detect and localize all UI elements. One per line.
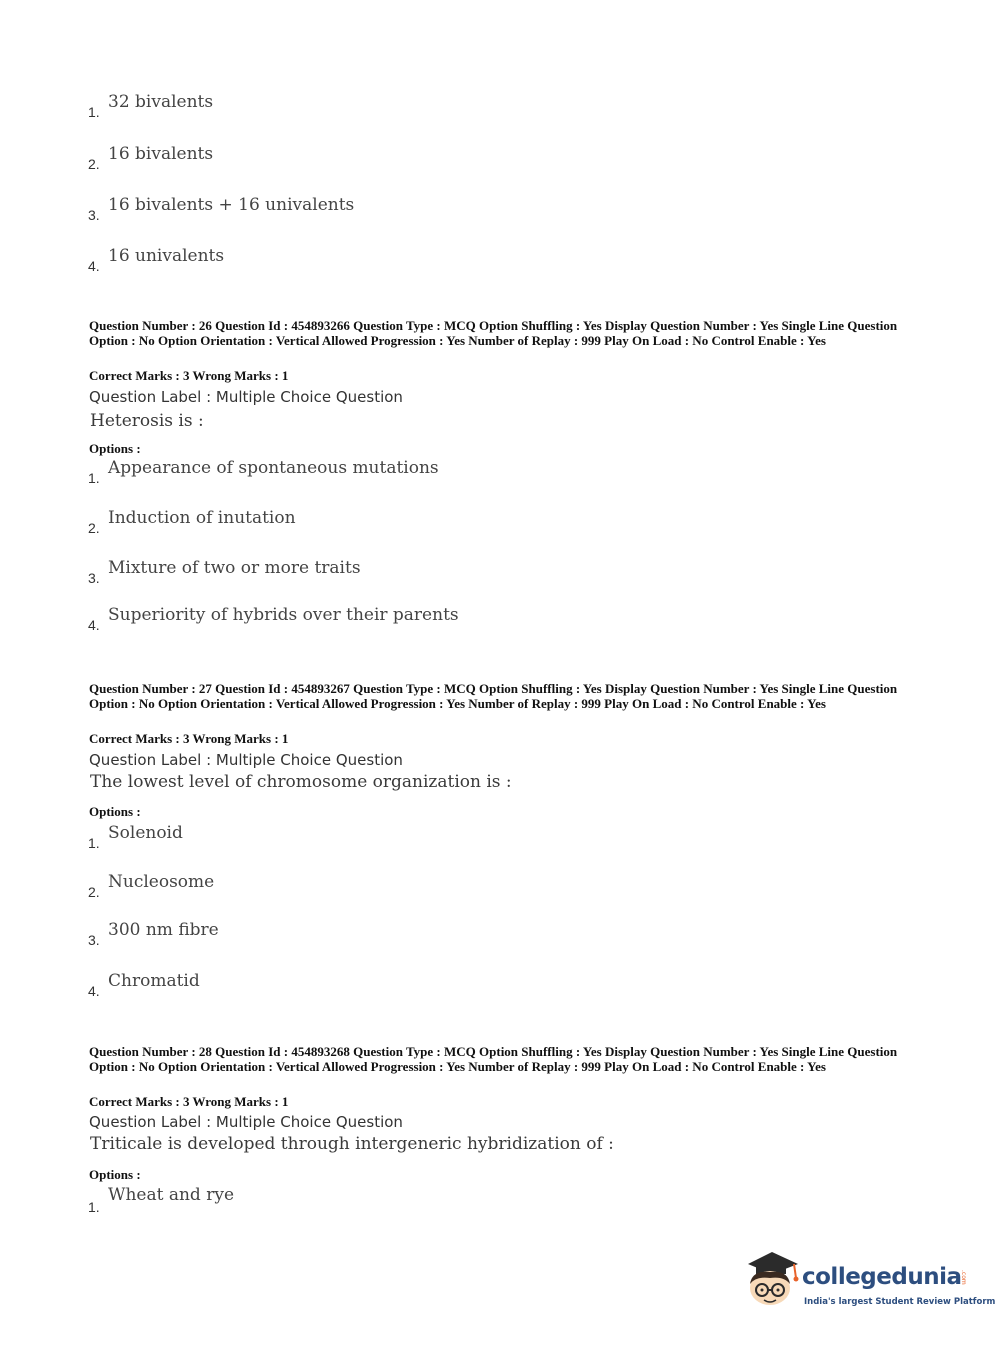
option-number: 3. bbox=[88, 207, 100, 223]
option-text: Mixture of two or more traits bbox=[108, 558, 361, 578]
option-text: Appearance of spontaneous mutations bbox=[108, 458, 439, 478]
option-text: Chromatid bbox=[108, 971, 200, 991]
question-meta: Question Number : 27 Question Id : 454893267 Question Type : MCQ Option Shuffling : Yes Display Question Number : Yes Single Line Question Option : No Option Orientation : Vertical Allowed Progression : Yes Number of Replay : 999 Play On Load : No Control Enable : Yes bbox=[89, 681, 898, 711]
options-heading: Options : bbox=[89, 1167, 141, 1182]
option-number: 4. bbox=[88, 983, 100, 999]
option-text: Solenoid bbox=[108, 823, 183, 843]
option-text: 300 nm fibre bbox=[108, 920, 219, 940]
option-number: 1. bbox=[88, 1199, 100, 1215]
question-meta: Question Number : 28 Question Id : 454893268 Question Type : MCQ Option Shuffling : Yes Display Question Number : Yes Single Line Question Option : No Option Orientation : Vertical Allowed Progression : Yes Number of Replay : 999 Play On Load : No Control Enable : Yes bbox=[89, 1044, 898, 1074]
option-text: 16 univalents bbox=[108, 246, 225, 266]
question-label: Question Label : Multiple Choice Question bbox=[89, 388, 403, 406]
option-number: 1. bbox=[88, 835, 100, 851]
logo-tagline: India's largest Student Review Platform bbox=[804, 1297, 996, 1307]
logo-com-text: .com bbox=[960, 1270, 967, 1285]
option-number: 4. bbox=[88, 258, 100, 274]
option-number: 3. bbox=[88, 570, 100, 586]
student-mascot-icon bbox=[742, 1248, 802, 1320]
options-heading: Options : bbox=[89, 441, 141, 456]
question-text: The lowest level of chromosome organization is : bbox=[90, 772, 512, 792]
question-text: Heterosis is : bbox=[90, 411, 204, 431]
option-number: 4. bbox=[88, 617, 100, 633]
option-number: 2. bbox=[88, 520, 100, 536]
option-text: 16 bivalents + 16 univalents bbox=[108, 195, 355, 215]
option-text: Induction of inutation bbox=[108, 508, 296, 528]
collegedunia-logo bbox=[742, 1248, 996, 1320]
option-number: 2. bbox=[88, 884, 100, 900]
question-marks: Correct Marks : 3 Wrong Marks : 1 bbox=[89, 368, 289, 383]
option-number: 1. bbox=[88, 470, 100, 486]
option-text: Nucleosome bbox=[108, 872, 215, 892]
option-number: 2. bbox=[88, 156, 100, 172]
options-heading: Options : bbox=[89, 804, 141, 819]
option-number: 1. bbox=[88, 104, 100, 120]
option-text: 16 bivalents bbox=[108, 144, 214, 164]
question-label: Question Label : Multiple Choice Question bbox=[89, 751, 403, 769]
question-label: Question Label : Multiple Choice Question bbox=[89, 1113, 403, 1131]
option-text: Superiority of hybrids over their parents bbox=[108, 605, 459, 625]
question-marks: Correct Marks : 3 Wrong Marks : 1 bbox=[89, 1094, 289, 1109]
option-number: 3. bbox=[88, 932, 100, 948]
question-text: Triticale is developed through intergeneric hybridization of : bbox=[90, 1134, 614, 1154]
logo-brand-text: collegedunia bbox=[802, 1264, 962, 1290]
question-meta: Question Number : 26 Question Id : 454893266 Question Type : MCQ Option Shuffling : Yes Display Question Number : Yes Single Line Question Option : No Option Orientation : Vertical Allowed Progression : Yes Number of Replay : 999 Play On Load : No Control Enable : Yes bbox=[89, 318, 898, 348]
option-text: 32 bivalents bbox=[108, 92, 214, 112]
option-text: Wheat and rye bbox=[108, 1185, 235, 1205]
question-marks: Correct Marks : 3 Wrong Marks : 1 bbox=[89, 731, 289, 746]
